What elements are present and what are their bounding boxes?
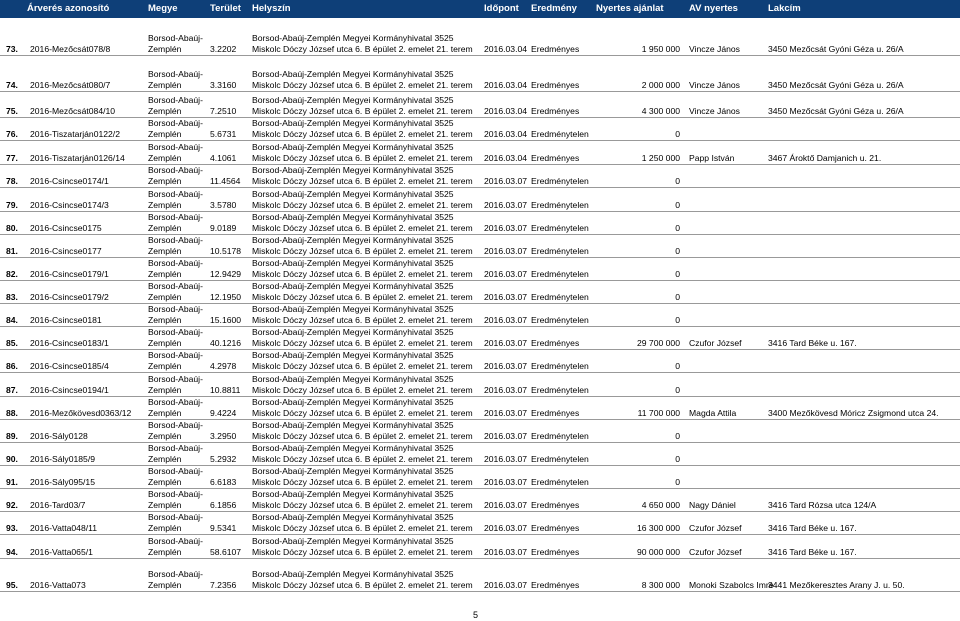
auction-id: 2016-Vatta048/11 xyxy=(30,523,98,533)
result-status: Eredménytelen xyxy=(531,200,589,210)
place-line1: Borsod-Abaúj-Zemplén Megyei Kormányhivatal 3525 xyxy=(252,327,454,337)
result-status: Eredményes xyxy=(531,500,580,510)
result-status: Eredményes xyxy=(531,106,580,116)
county-line1: Borsod-Abaúj- xyxy=(148,466,203,476)
place-line2: Miskolc Dóczy József utca 6. B épület 2. emelet 21. terem xyxy=(252,477,473,487)
winner-address: 3416 Tard Béke u. 167. xyxy=(768,523,857,533)
auction-date: 2016.03.07 xyxy=(484,454,528,464)
area-value: 3.2202 xyxy=(210,44,237,54)
table-row xyxy=(0,536,960,558)
place-line2: Miskolc Dóczy József utca 6. B épület 2. emelet 21. terem xyxy=(252,408,473,418)
area-value: 3.5780 xyxy=(210,200,237,210)
winner-name: Nagy Dániel xyxy=(689,500,736,510)
county-line2: Zemplén xyxy=(148,477,182,487)
area-value: 3.2950 xyxy=(210,431,237,441)
county-line2: Zemplén xyxy=(148,44,182,54)
row-divider xyxy=(0,372,960,373)
winner-address: 3441 Mezőkeresztes Arany J. u. 50. xyxy=(768,580,905,590)
auction-id: 2016-Tiszatarján0122/2 xyxy=(30,129,120,139)
area-value: 58.6107 xyxy=(210,547,242,557)
table-row xyxy=(0,165,960,187)
place-line1: Borsod-Abaúj-Zemplén Megyei Kormányhivatal 3525 xyxy=(252,466,454,476)
area-value: 5.2932 xyxy=(210,454,237,464)
place-line2: Miskolc Dóczy József utca 6. B épület 2. emelet 21. terem xyxy=(252,431,473,441)
table-row xyxy=(0,374,960,396)
result-status: Eredménytelen xyxy=(531,129,589,139)
auction-date: 2016.03.04 xyxy=(484,106,528,116)
table-row xyxy=(0,258,960,280)
county-line2: Zemplén xyxy=(148,153,182,163)
row-number: 84. xyxy=(6,315,18,325)
county-line2: Zemplén xyxy=(148,523,182,533)
county-line1: Borsod-Abaúj- xyxy=(148,569,203,579)
row-number: 86. xyxy=(6,361,18,371)
winner-address: 3416 Tard Béke u. 167. xyxy=(768,338,857,348)
auction-id: 2016-Csincse0194/1 xyxy=(30,385,109,395)
place-line1: Borsod-Abaúj-Zemplén Megyei Kormányhivatal 3525 xyxy=(252,258,454,268)
area-value: 10.8811 xyxy=(210,385,241,395)
place-line2: Miskolc Dóczy József utca 6. B épület 2. emelet 21. terem xyxy=(252,153,473,163)
place-line1: Borsod-Abaúj-Zemplén Megyei Kormányhivatal 3525 xyxy=(252,95,454,105)
row-number: 79. xyxy=(6,200,18,210)
winner-address: 3450 Mezőcsát Gyóni Géza u. 26/A xyxy=(768,44,904,54)
place-line1: Borsod-Abaúj-Zemplén Megyei Kormányhivatal 3525 xyxy=(252,281,454,291)
table-row xyxy=(0,189,960,211)
place-line2: Miskolc Dóczy József utca 6. B épület 2. emelet 21. terem xyxy=(252,454,473,464)
row-number: 94. xyxy=(6,547,18,557)
place-line1: Borsod-Abaúj-Zemplén Megyei Kormányhivatal 3525 xyxy=(252,350,454,360)
auction-date: 2016.03.07 xyxy=(484,408,528,418)
row-number: 91. xyxy=(6,477,18,487)
place-line1: Borsod-Abaúj-Zemplén Megyei Kormányhivatal 3525 xyxy=(252,142,454,152)
area-value: 12.9429 xyxy=(210,269,242,279)
row-divider xyxy=(0,534,960,535)
winner-address: 3450 Mezőcsát Gyóni Géza u. 26/A xyxy=(768,80,904,90)
winner-name: Vincze János xyxy=(689,44,740,54)
auction-id: 2016-Sály0185/9 xyxy=(30,454,95,464)
auction-id: 2016-Tard03/7 xyxy=(30,500,86,510)
area-value: 11.4564 xyxy=(210,176,241,186)
row-number: 92. xyxy=(6,500,18,510)
place-line1: Borsod-Abaúj-Zemplén Megyei Kormányhivatal 3525 xyxy=(252,489,454,499)
row-number: 89. xyxy=(6,431,18,441)
county-line1: Borsod-Abaúj- xyxy=(148,397,203,407)
result-status: Eredményes xyxy=(531,44,580,54)
auction-id: 2016-Csincse0174/1 xyxy=(30,176,109,186)
county-line1: Borsod-Abaúj- xyxy=(148,258,203,268)
place-line2: Miskolc Dóczy József utca 6. B épület 2. emelet 21. terem xyxy=(252,338,473,348)
result-status: Eredményes xyxy=(531,580,580,590)
auction-id: 2016-Mezőcsát084/10 xyxy=(30,106,116,116)
winner-name: Czufor József xyxy=(689,547,742,557)
winning-bid: 0 xyxy=(675,129,680,139)
auction-id: 2016-Csincse0179/1 xyxy=(30,269,109,279)
auction-date: 2016.03.07 xyxy=(484,315,528,325)
auction-date: 2016.03.07 xyxy=(484,338,528,348)
auction-date: 2016.03.07 xyxy=(484,361,528,371)
county-line2: Zemplén xyxy=(148,338,182,348)
auction-date: 2016.03.04 xyxy=(484,80,528,90)
county-line2: Zemplén xyxy=(148,200,182,210)
table-row xyxy=(0,420,960,442)
row-number: 75. xyxy=(6,106,18,116)
auction-id: 2016-Csincse0177 xyxy=(30,246,102,256)
county-line2: Zemplén xyxy=(148,246,182,256)
auction-date: 2016.03.07 xyxy=(484,500,528,510)
result-status: Eredményes xyxy=(531,153,580,163)
county-line1: Borsod-Abaúj- xyxy=(148,327,203,337)
area-value: 6.1856 xyxy=(210,500,237,510)
winning-bid: 0 xyxy=(675,385,680,395)
winning-bid: 29 700 000 xyxy=(636,338,680,348)
place-line2: Miskolc Dóczy József utca 6. B épület 2. emelet 21. terem xyxy=(252,200,473,210)
auction-id: 2016-Vatta073 xyxy=(30,580,86,590)
result-status: Eredménytelen xyxy=(531,223,589,233)
county-line1: Borsod-Abaúj- xyxy=(148,443,203,453)
area-value: 9.5341 xyxy=(210,523,237,533)
col-header-address: Lakcím xyxy=(768,3,801,14)
area-value: 15.1600 xyxy=(210,315,242,325)
auction-id: 2016-Csincse0175 xyxy=(30,223,102,233)
place-line2: Miskolc Dóczy József utca 6. B épület 2. emelet 21. terem xyxy=(252,580,473,590)
place-line2: Miskolc Dóczy József utca 6. B épület 2. emelet 21. terem xyxy=(252,523,473,533)
place-line1: Borsod-Abaúj-Zemplén Megyei Kormányhivatal 3525 xyxy=(252,374,454,384)
place-line2: Miskolc Dóczy József utca 6. B épület 2. emelet 21. terem xyxy=(252,129,473,139)
county-line2: Zemplén xyxy=(148,500,182,510)
county-line1: Borsod-Abaúj- xyxy=(148,142,203,152)
area-value: 9.4224 xyxy=(210,408,237,418)
auction-date: 2016.03.07 xyxy=(484,385,528,395)
result-status: Eredménytelen xyxy=(531,361,589,371)
county-line1: Borsod-Abaúj- xyxy=(148,281,203,291)
place-line2: Miskolc Dóczy József utca 6. B épület 2. emelet 21. terem xyxy=(252,269,473,279)
row-number: 77. xyxy=(6,153,18,163)
auction-id: 2016-Csincse0185/4 xyxy=(30,361,109,371)
area-value: 6.6183 xyxy=(210,477,237,487)
auction-date: 2016.03.07 xyxy=(484,223,528,233)
place-line1: Borsod-Abaúj-Zemplén Megyei Kormányhivatal 3525 xyxy=(252,536,454,546)
row-number: 76. xyxy=(6,129,18,139)
page-number: 5 xyxy=(473,610,479,620)
winner-name: Vincze János xyxy=(689,106,740,116)
winner-name: Monoki Szabolcs Imre xyxy=(689,580,774,590)
row-divider xyxy=(0,55,960,56)
county-line1: Borsod-Abaúj- xyxy=(148,374,203,384)
place-line1: Borsod-Abaúj-Zemplén Megyei Kormányhivatal 3525 xyxy=(252,443,454,453)
winner-address: 3450 Mezőcsát Gyóni Géza u. 26/A xyxy=(768,106,904,116)
row-number: 82. xyxy=(6,269,18,279)
table-row xyxy=(0,512,960,534)
row-number: 73. xyxy=(6,44,18,54)
auction-date: 2016.03.04 xyxy=(484,44,528,54)
place-line1: Borsod-Abaúj-Zemplén Megyei Kormányhivatal 3525 xyxy=(252,304,454,314)
result-status: Eredménytelen xyxy=(531,176,589,186)
place-line1: Borsod-Abaúj-Zemplén Megyei Kormányhivatal 3525 xyxy=(252,69,454,79)
table-row xyxy=(0,350,960,372)
county-line1: Borsod-Abaúj- xyxy=(148,350,203,360)
table-header xyxy=(0,0,960,18)
winning-bid: 8 300 000 xyxy=(641,580,680,590)
county-line2: Zemplén xyxy=(148,129,182,139)
row-number: 95. xyxy=(6,580,18,590)
auction-date: 2016.03.07 xyxy=(484,547,528,557)
row-number: 80. xyxy=(6,223,18,233)
result-status: Eredménytelen xyxy=(531,246,589,256)
auction-date: 2016.03.07 xyxy=(484,292,528,302)
col-header-auction-id: Árverés azonosító xyxy=(27,3,110,14)
winning-bid: 1 950 000 xyxy=(641,44,680,54)
table-row xyxy=(0,69,960,91)
table-row xyxy=(0,118,960,140)
auction-date: 2016.03.07 xyxy=(484,176,528,186)
winning-bid: 0 xyxy=(675,315,680,325)
place-line2: Miskolc Dóczy József utca 6. B épület 2. emelet 21. terem xyxy=(252,361,473,371)
row-number: 93. xyxy=(6,523,18,533)
col-header-bid: Nyertes ajánlat xyxy=(596,3,664,14)
place-line1: Borsod-Abaúj-Zemplén Megyei Kormányhivatal 3525 xyxy=(252,397,454,407)
result-status: Eredménytelen xyxy=(531,315,589,325)
place-line2: Miskolc Dóczy József utca 6. B épület 2. emelet 21. terem xyxy=(252,292,473,302)
winning-bid: 0 xyxy=(675,361,680,371)
county-line1: Borsod-Abaúj- xyxy=(148,69,203,79)
col-header-date: Időpont xyxy=(484,3,519,14)
county-line1: Borsod-Abaúj- xyxy=(148,489,203,499)
place-line2: Miskolc Dóczy József utca 6. B épület 2. emelet 21. terem xyxy=(252,385,473,395)
county-line2: Zemplén xyxy=(148,315,182,325)
row-divider xyxy=(0,140,960,141)
result-status: Eredménytelen xyxy=(531,454,589,464)
row-number: 85. xyxy=(6,338,18,348)
county-line1: Borsod-Abaúj- xyxy=(148,189,203,199)
county-line2: Zemplén xyxy=(148,223,182,233)
row-number: 83. xyxy=(6,292,18,302)
place-line1: Borsod-Abaúj-Zemplén Megyei Kormányhivatal 3525 xyxy=(252,212,454,222)
county-line2: Zemplén xyxy=(148,547,182,557)
table-row xyxy=(0,33,960,55)
place-line2: Miskolc Dóczy József utca 6. B épület 2. emelet 21. terem xyxy=(252,223,473,233)
row-divider xyxy=(0,591,960,592)
area-value: 10.5178 xyxy=(210,246,242,256)
col-header-place: Helyszín xyxy=(252,3,291,14)
table-row xyxy=(0,443,960,465)
winning-bid: 16 300 000 xyxy=(636,523,680,533)
auction-date: 2016.03.04 xyxy=(484,129,528,139)
winning-bid: 0 xyxy=(675,431,680,441)
table-row xyxy=(0,327,960,349)
winner-name: Czufor József xyxy=(689,338,742,348)
area-value: 40.1216 xyxy=(210,338,242,348)
row-number: 74. xyxy=(6,80,18,90)
table-row xyxy=(0,95,960,117)
county-line1: Borsod-Abaúj- xyxy=(148,118,203,128)
winning-bid: 0 xyxy=(675,176,680,186)
auction-id: 2016-Mezőcsát080/7 xyxy=(30,80,111,90)
auction-date: 2016.03.07 xyxy=(484,523,528,533)
winner-address: 3400 Mezőkövesd Móricz Zsigmond utca 24. xyxy=(768,408,939,418)
county-line2: Zemplén xyxy=(148,580,182,590)
winner-name: Vincze János xyxy=(689,80,740,90)
place-line2: Miskolc Dóczy József utca 6. B épület 2. emelet 21. terem xyxy=(252,106,473,116)
auction-id: 2016-Mezőkövesd0363/12 xyxy=(30,408,132,418)
winner-address: 3416 Tard Rózsa utca 124/A xyxy=(768,500,877,510)
winning-bid: 11 700 000 xyxy=(637,408,680,418)
row-divider xyxy=(0,558,960,559)
place-line1: Borsod-Abaúj-Zemplén Megyei Kormányhivatal 3525 xyxy=(252,420,454,430)
result-status: Eredményes xyxy=(531,408,580,418)
auction-date: 2016.03.07 xyxy=(484,269,528,279)
auction-id: 2016-Csincse0183/1 xyxy=(30,338,109,348)
area-value: 9.0189 xyxy=(210,223,237,233)
table-row xyxy=(0,235,960,257)
row-divider xyxy=(0,187,960,188)
place-line2: Miskolc Dóczy József utca 6. B épület 2. emelet 21. terem xyxy=(252,315,473,325)
winning-bid: 4 300 000 xyxy=(641,106,680,116)
result-status: Eredménytelen xyxy=(531,431,589,441)
place-line2: Miskolc Dóczy József utca 6. B épület 2. emelet 21. terem xyxy=(252,500,473,510)
county-line1: Borsod-Abaúj- xyxy=(148,304,203,314)
winning-bid: 90 000 000 xyxy=(636,547,680,557)
auction-date: 2016.03.04 xyxy=(484,153,528,163)
auction-id: 2016-Mezőcsát078/8 xyxy=(30,44,111,54)
county-line1: Borsod-Abaúj- xyxy=(148,165,203,175)
winning-bid: 1 250 000 xyxy=(641,153,680,163)
place-line2: Miskolc Dóczy József utca 6. B épület 2. emelet 21. terem xyxy=(252,246,473,256)
winning-bid: 0 xyxy=(675,269,680,279)
winning-bid: 2 000 000 xyxy=(641,80,680,90)
place-line2: Miskolc Dóczy József utca 6. B épület 2. emelet 21. terem xyxy=(252,80,473,90)
table-row xyxy=(0,212,960,234)
county-line2: Zemplén xyxy=(148,385,182,395)
winning-bid: 0 xyxy=(675,246,680,256)
area-value: 7.2356 xyxy=(210,580,237,590)
winner-address: 3416 Tard Béke u. 167. xyxy=(768,547,857,557)
county-line2: Zemplén xyxy=(148,408,182,418)
row-number: 81. xyxy=(6,246,18,256)
county-line2: Zemplén xyxy=(148,361,182,371)
auction-date: 2016.03.07 xyxy=(484,580,528,590)
auction-id: 2016-Csincse0174/3 xyxy=(30,200,109,210)
result-status: Eredménytelen xyxy=(531,292,589,302)
result-status: Eredménytelen xyxy=(531,385,589,395)
area-value: 3.3160 xyxy=(210,80,237,90)
county-line1: Borsod-Abaúj- xyxy=(148,512,203,522)
row-number: 90. xyxy=(6,454,18,464)
auction-date: 2016.03.07 xyxy=(484,200,528,210)
winner-name: Czufor József xyxy=(689,523,742,533)
table-row xyxy=(0,304,960,326)
winner-name: Papp István xyxy=(689,153,735,163)
result-status: Eredményes xyxy=(531,80,580,90)
place-line2: Miskolc Dóczy József utca 6. B épület 2. emelet 21. terem xyxy=(252,44,473,54)
row-number: 87. xyxy=(6,385,18,395)
table-row xyxy=(0,489,960,511)
place-line2: Miskolc Dóczy József utca 6. B épület 2. emelet 21. terem xyxy=(252,176,473,186)
result-status: Eredményes xyxy=(531,338,580,348)
auction-id: 2016-Vatta065/1 xyxy=(30,547,93,557)
result-status: Eredménytelen xyxy=(531,269,589,279)
place-line1: Borsod-Abaúj-Zemplén Megyei Kormányhivatal 3525 xyxy=(252,118,454,128)
col-header-area: Terület xyxy=(210,3,241,14)
county-line2: Zemplén xyxy=(148,431,182,441)
county-line1: Borsod-Abaúj- xyxy=(148,235,203,245)
row-divider xyxy=(0,91,960,92)
winning-bid: 0 xyxy=(675,477,680,487)
area-value: 5.6731 xyxy=(210,129,237,139)
place-line1: Borsod-Abaúj-Zemplén Megyei Kormányhivatal 3525 xyxy=(252,512,454,522)
winner-address: 3467 Ároktő Damjanich u. 21. xyxy=(768,153,882,163)
table-row xyxy=(0,142,960,164)
place-line1: Borsod-Abaúj-Zemplén Megyei Kormányhivatal 3525 xyxy=(252,235,454,245)
winning-bid: 0 xyxy=(675,454,680,464)
col-header-county: Megye xyxy=(148,3,178,14)
county-line2: Zemplén xyxy=(148,80,182,90)
auction-id: 2016-Tiszatarján0126/14 xyxy=(30,153,125,163)
county-line1: Borsod-Abaúj- xyxy=(148,420,203,430)
auction-id: 2016-Sály095/15 xyxy=(30,477,95,487)
winning-bid: 0 xyxy=(675,292,680,302)
county-line2: Zemplén xyxy=(148,292,182,302)
auction-date: 2016.03.07 xyxy=(484,477,528,487)
auction-date: 2016.03.07 xyxy=(484,246,528,256)
area-value: 4.2978 xyxy=(210,361,237,371)
county-line1: Borsod-Abaúj- xyxy=(148,33,203,43)
county-line2: Zemplén xyxy=(148,176,182,186)
winning-bid: 4 650 000 xyxy=(641,500,680,510)
county-line1: Borsod-Abaúj- xyxy=(148,95,203,105)
auction-id: 2016-Sály0128 xyxy=(30,431,88,441)
county-line1: Borsod-Abaúj- xyxy=(148,212,203,222)
area-value: 12.1950 xyxy=(210,292,242,302)
col-header-result: Eredmény xyxy=(531,3,577,14)
county-line1: Borsod-Abaúj- xyxy=(148,536,203,546)
place-line1: Borsod-Abaúj-Zemplén Megyei Kormányhivatal 3525 xyxy=(252,165,454,175)
col-header-winner: AV nyertes xyxy=(689,3,738,14)
place-line1: Borsod-Abaúj-Zemplén Megyei Kormányhivatal 3525 xyxy=(252,569,454,579)
auction-id: 2016-Csincse0181 xyxy=(30,315,102,325)
area-value: 7.2510 xyxy=(210,106,237,116)
area-value: 4.1061 xyxy=(210,153,237,163)
place-line1: Borsod-Abaúj-Zemplén Megyei Kormányhivatal 3525 xyxy=(252,33,454,43)
auction-date: 2016.03.07 xyxy=(484,431,528,441)
result-status: Eredményes xyxy=(531,523,580,533)
auction-id: 2016-Csincse0179/2 xyxy=(30,292,109,302)
table-row xyxy=(0,569,960,591)
place-line2: Miskolc Dóczy József utca 6. B épület 2. emelet 21. terem xyxy=(252,547,473,557)
result-status: Eredményes xyxy=(531,547,580,557)
table-row xyxy=(0,281,960,303)
winner-name: Magda Attila xyxy=(689,408,737,418)
result-status: Eredménytelen xyxy=(531,477,589,487)
table-row xyxy=(0,397,960,419)
county-line2: Zemplén xyxy=(148,269,182,279)
place-line1: Borsod-Abaúj-Zemplén Megyei Kormányhivatal 3525 xyxy=(252,189,454,199)
table-row xyxy=(0,466,960,488)
winning-bid: 0 xyxy=(675,223,680,233)
county-line2: Zemplén xyxy=(148,106,182,116)
row-number: 78. xyxy=(6,176,18,186)
row-number: 88. xyxy=(6,408,18,418)
winning-bid: 0 xyxy=(675,200,680,210)
county-line2: Zemplén xyxy=(148,454,182,464)
